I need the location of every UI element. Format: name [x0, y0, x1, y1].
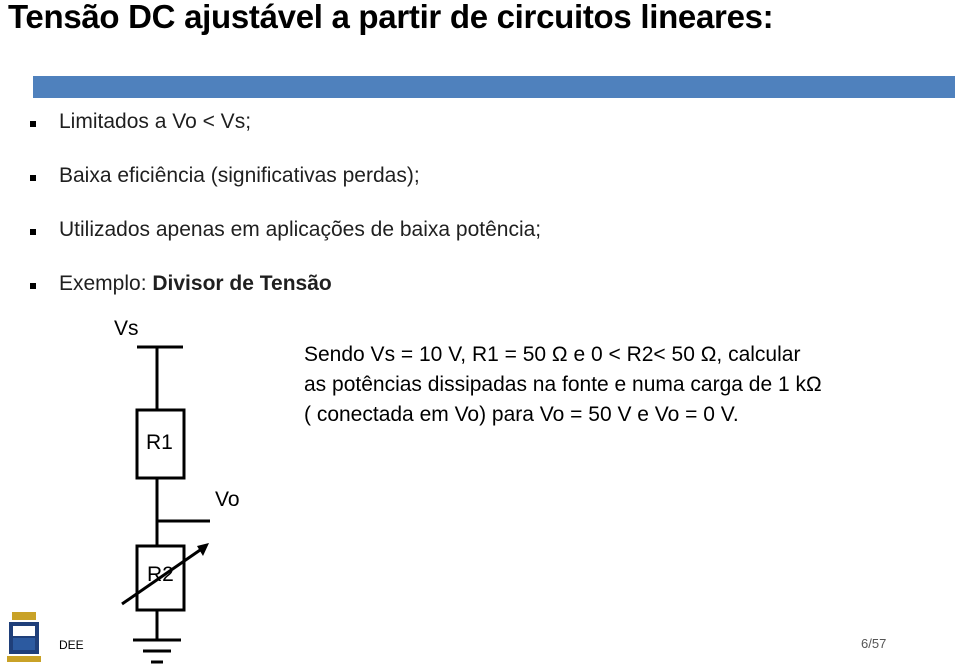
slide-title: Tensão DC ajustável a partir de circuitos lineares:	[8, 0, 774, 35]
r1-label: R1	[146, 431, 173, 454]
bullet-emphasis: Divisor de Tensão	[152, 272, 332, 295]
bullet-prefix: Exemplo:	[59, 272, 153, 295]
bullet-text: Utilizados apenas em aplicações de baixa potência;	[59, 218, 542, 241]
bullet-text: Baixa eficiência (significativas perdas);	[59, 164, 420, 187]
bullet-text: Limitados a Vo < Vs;	[59, 110, 252, 133]
output-label: Vo	[215, 488, 240, 511]
university-crest-icon	[4, 610, 44, 664]
problem-line: ( conectada em Vo) para Vo = 50 V e Vo = 0 V.	[304, 403, 739, 426]
footer-department: DEE	[59, 638, 84, 652]
source-label: Vs	[114, 317, 139, 340]
problem-line: Sendo Vs = 10 V, R1 = 50 Ω e 0 < R2< 50 Ω, calcular	[304, 343, 801, 366]
problem-line: as potências dissipadas na fonte e numa carga de 1 kΩ	[304, 373, 822, 396]
r2-label: R2	[147, 563, 174, 586]
problem-statement	[304, 340, 944, 430]
page-number: 6/57	[861, 636, 887, 651]
